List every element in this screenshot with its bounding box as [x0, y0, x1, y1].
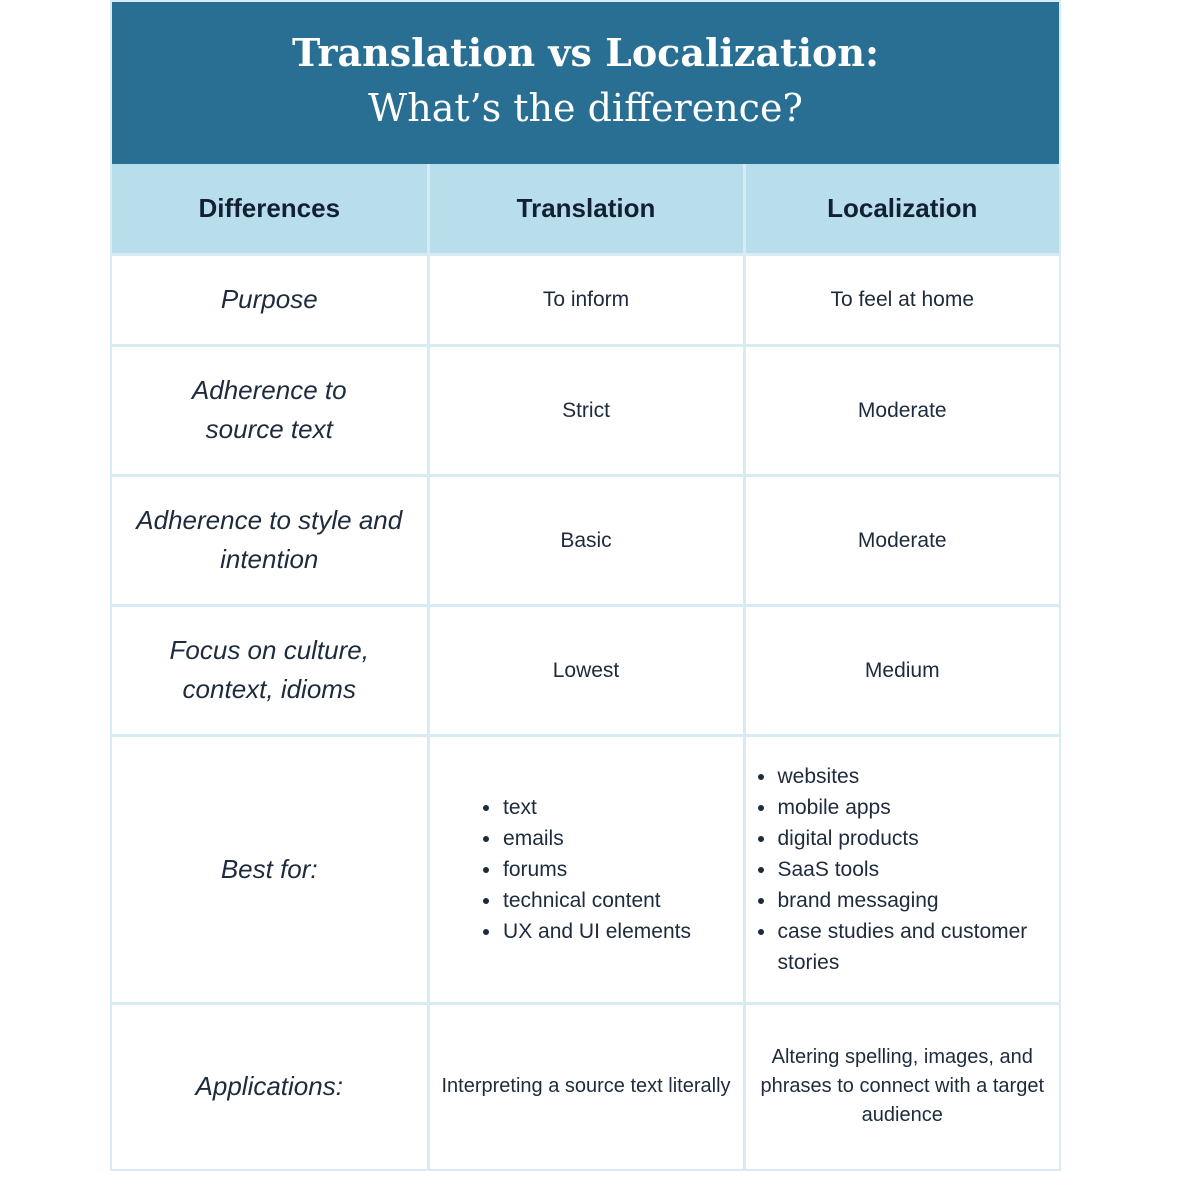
column-header-localization: Localization: [744, 164, 1059, 254]
best-for-localization-list: [756, 761, 1050, 978]
cell-localization: Altering spelling, images, and phrases to connect with a target audience: [744, 1003, 1059, 1169]
list-item: UX and UI elements: [481, 916, 691, 947]
table-row: [112, 1003, 1059, 1169]
list-item: text: [481, 792, 691, 823]
cell-translation: [428, 735, 744, 1003]
table-row: [112, 735, 1059, 1003]
row-label-adherence-style: Adherence to style and intention: [112, 475, 428, 605]
title-banner: [112, 2, 1059, 164]
column-header-translation: Translation: [428, 164, 744, 254]
cell-localization: Moderate: [744, 345, 1059, 475]
row-label-applications: Applications:: [112, 1003, 428, 1169]
cell-translation: Basic: [428, 475, 744, 605]
table-row: [112, 254, 1059, 345]
table-row: [112, 345, 1059, 475]
row-label-focus-culture: Focus on culture, context, idioms: [112, 605, 428, 735]
list-item: brand messaging: [756, 885, 1050, 916]
list-item: mobile apps: [756, 792, 1050, 823]
list-item: forums: [481, 854, 691, 885]
list-item: SaaS tools: [756, 854, 1050, 885]
list-item: case studies and customer stories: [756, 916, 1050, 978]
best-for-translation-list: [481, 792, 691, 947]
cell-localization: To feel at home: [744, 254, 1059, 345]
table-row: [112, 475, 1059, 605]
comparison-infographic: [110, 0, 1061, 1171]
row-label-adherence-source: Adherence to source text: [112, 345, 428, 475]
cell-localization: Moderate: [744, 475, 1059, 605]
cell-translation: Lowest: [428, 605, 744, 735]
list-item: digital products: [756, 823, 1050, 854]
table-header-row: [112, 164, 1059, 254]
cell-localization: Medium: [744, 605, 1059, 735]
cell-translation: Interpreting a source text literally: [428, 1003, 744, 1169]
list-item: websites: [756, 761, 1050, 792]
cell-translation: Strict: [428, 345, 744, 475]
list-item: technical content: [481, 885, 691, 916]
row-label-purpose: Purpose: [112, 254, 428, 345]
cell-localization: [744, 735, 1059, 1003]
page-subtitle: What’s the difference?: [368, 86, 803, 130]
page-title: Translation vs Localization:: [291, 30, 879, 75]
row-label-best-for: Best for:: [112, 735, 428, 1003]
column-header-differences: Differences: [112, 164, 428, 254]
comparison-table: [112, 164, 1059, 1169]
list-item: emails: [481, 823, 691, 854]
table-row: [112, 605, 1059, 735]
cell-translation: To inform: [428, 254, 744, 345]
